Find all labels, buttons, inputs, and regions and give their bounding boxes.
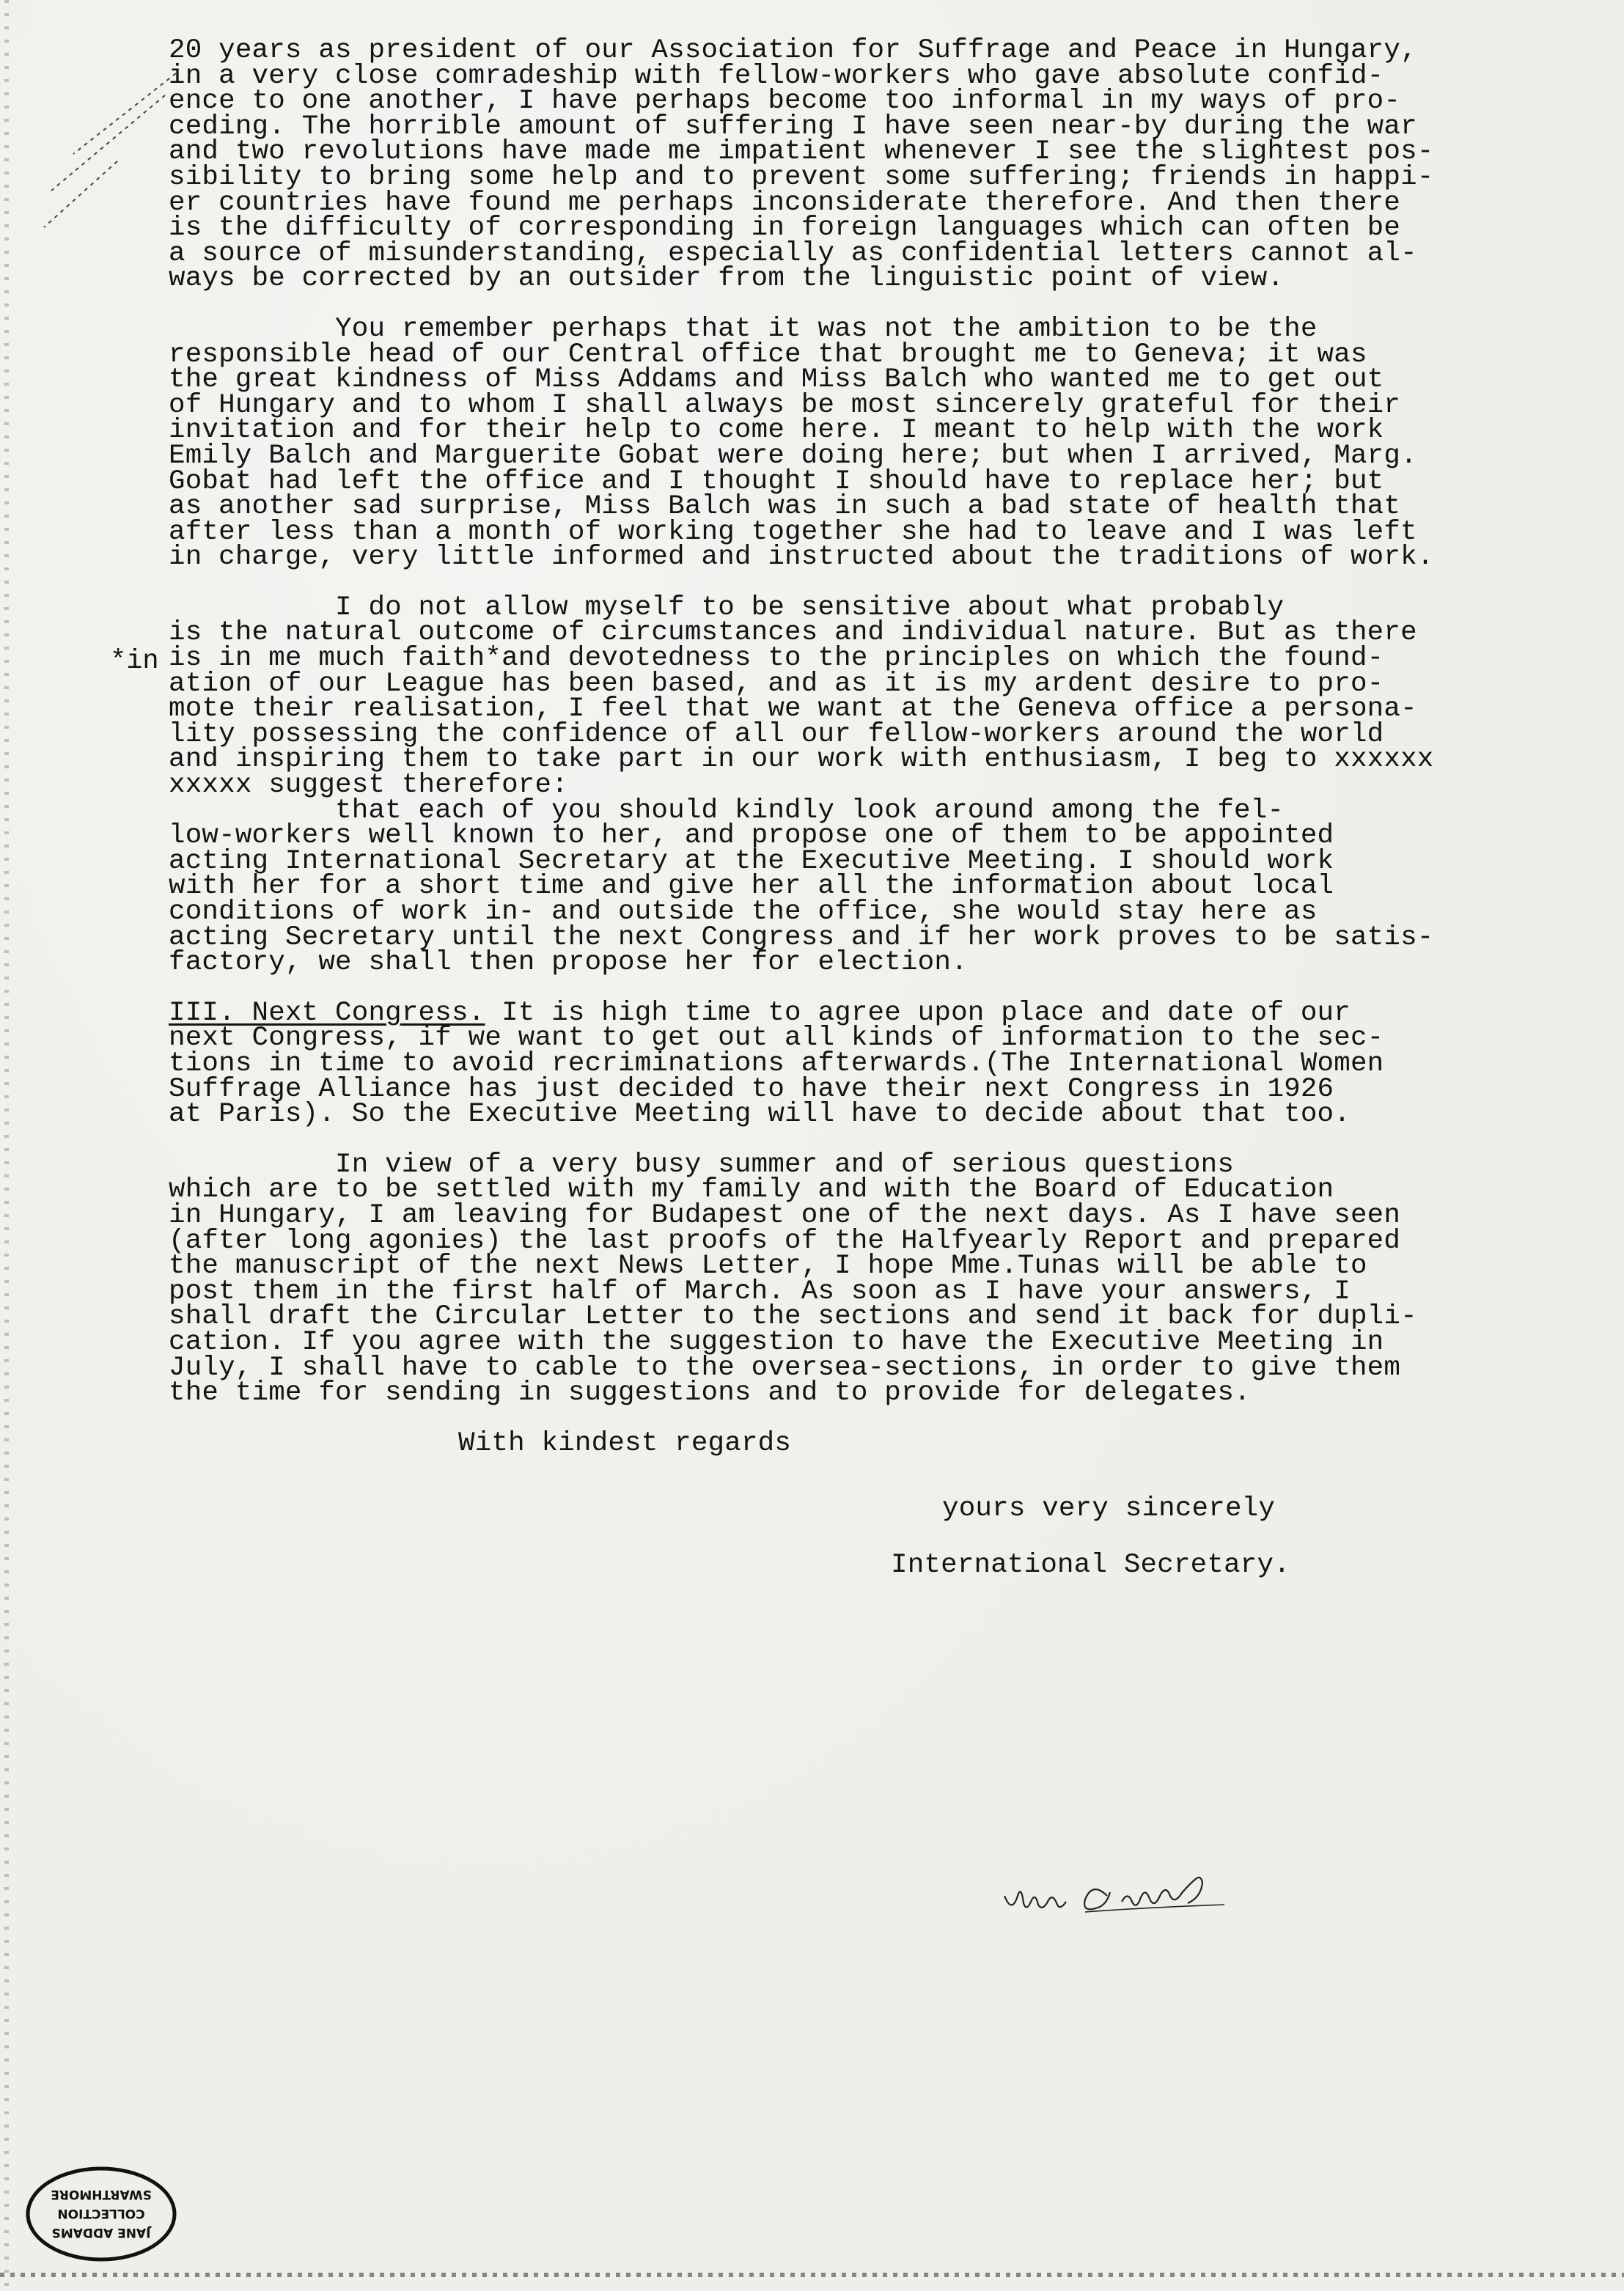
text-line: in Hungary, I am leaving for Budapest one of the next days. As I have seen	[169, 1199, 1401, 1231]
text-line: responsible head of our Central office that brought me to Geneva; it was	[169, 339, 1367, 370]
stamp-line-3: SWARTHMORE	[51, 2187, 152, 2202]
text-line: You remember perhaps that it was not the ambition to be the	[169, 313, 1318, 345]
text-line: ence to one another, I have perhaps become too informal in my ways of pro-	[169, 86, 1401, 117]
text-line: invitation and for their help to come here. I meant to help with the work	[169, 415, 1384, 446]
paragraph-3	[169, 592, 1576, 979]
section-heading: III. Next Congress.	[169, 997, 485, 1029]
text-line: acting International Secretary at the Executive Meeting. I should work	[169, 845, 1334, 877]
text-line: in charge, very little informed and instructed about the traditions of work.	[169, 542, 1434, 573]
text-line: that each of you should kindly look around among the fel-	[169, 795, 1285, 826]
text-line: of Hungary and to whom I shall always be most sincerely grateful for their	[169, 389, 1401, 421]
archive-stamp	[22, 2163, 180, 2265]
text-line: 20 years as president of our Association for Suffrage and Peace in Hungary,	[169, 35, 1417, 66]
regards-line: With kindest regards	[458, 1427, 792, 1459]
letter-body	[169, 35, 1576, 1581]
text-line: with her for a short time and give her all the information about local	[169, 871, 1334, 902]
text-line: low-workers well known to her, and propose one of them to be appointed	[169, 820, 1334, 852]
text-line: conditions of work in- and outside the office, she would stay here as	[169, 897, 1318, 927]
text-line: cation. If you agree with the suggestion to have the Executive Meeting in	[169, 1326, 1384, 1358]
text-line: is the natural outcome of circumstances and individual nature. But as there	[169, 617, 1417, 649]
text-line: factory, we shall then propose her for election.	[169, 947, 968, 979]
left-edge-marks	[4, 0, 9, 2291]
text-line: xxxxx suggest therefore:	[169, 770, 568, 801]
text-line: ceding. The horrible amount of suffering I have seen near-by during the war	[169, 111, 1417, 142]
paragraph-4-next-congress	[169, 997, 1576, 1130]
secretary-title: International Secretary.	[891, 1549, 1290, 1581]
text-line: I do not allow myself to be sensitive about what probably	[169, 592, 1285, 623]
text-line: is the difficulty of corresponding in foreign languages which can often be	[169, 213, 1401, 244]
text-line: and inspiring them to take part in our work with enthusiasm, I beg to xxxxxx	[169, 744, 1434, 776]
text-line: Suffrage Alliance has just decided to have their next Congress in 1926	[169, 1073, 1334, 1105]
text-line: July, I shall have to cable to the oversea-sections, in order to give them	[169, 1352, 1401, 1383]
text-line: a source of misunderstanding, especially as confidential letters cannot al-	[169, 238, 1417, 269]
text-line: at Paris). So the Executive Meeting will have to decide about that too.	[169, 1099, 1351, 1130]
text-line: the great kindness of Miss Addams and Miss Balch who wanted me to get out	[169, 364, 1384, 396]
text-line: which are to be settled with my family and with the Board of Education	[169, 1174, 1334, 1206]
text-line: and two revolutions have made me impatient whenever I see the slightest pos-	[169, 136, 1434, 168]
text-line: sibility to bring some help and to prevent some suffering; friends in happi-	[169, 161, 1434, 193]
margin-note: *in	[110, 646, 159, 677]
text-line: the time for sending in suggestions and to provide for delegates.	[169, 1378, 1251, 1409]
text-line-rest: It is high time to agree upon place and date of our	[485, 997, 1351, 1029]
text-line: post them in the first half of March. As soon as I have your answers, I	[169, 1276, 1351, 1307]
text-line: Gobat had left the office and I thought I should have to replace her; but	[169, 466, 1384, 497]
handwritten-signature	[997, 1874, 1305, 1925]
paragraph-2	[169, 313, 1576, 573]
text-line: shall draft the Circular Letter to the sections and send it back for dupli-	[169, 1301, 1417, 1333]
text-line: as another sad surprise, Miss Balch was in such a bad state of health that	[169, 491, 1401, 523]
text-line: ation of our League has been based, and as it is my ardent desire to pro-	[169, 668, 1384, 699]
text-line: mote their realisation, I feel that we want at the Geneva office a persona-	[169, 694, 1417, 725]
text-line: er countries have found me perhaps inconsiderate therefore. And then there	[169, 187, 1401, 218]
pencil-mark	[29, 44, 191, 235]
text-line: the manuscript of the next News Letter, I hope Mme.Tunas will be able to	[169, 1251, 1367, 1282]
text-line: ways be corrected by an outsider from the linguistic point of view.	[169, 263, 1285, 295]
text-line: lity possessing the confidence of all our fellow-workers around the world	[169, 718, 1384, 750]
text-line: (after long agonies) the last proofs of the Halfyearly Report and prepared	[169, 1225, 1401, 1257]
text-line: next Congress, if we want to get out all kinds of information to the sec-	[169, 1023, 1384, 1054]
text-line: is in me much faith*and devotedness to the principles on which the found-	[169, 643, 1384, 674]
text-line: acting Secretary until the next Congress and if her work proves to be satis-	[169, 922, 1434, 953]
valediction-line: yours very sincerely	[942, 1493, 1276, 1525]
bottom-edge-marks	[0, 2273, 1624, 2277]
stamp-line-2: COLLECTION	[57, 2206, 145, 2221]
text-line: after less than a month of working together she had to leave and I was left	[169, 516, 1417, 548]
text-line: In view of a very busy summer and of serious questions	[169, 1149, 1235, 1180]
text-line	[169, 997, 1576, 1029]
text-line: Emily Balch and Marguerite Gobat were doing here; but when I arrived, Marg.	[169, 440, 1417, 471]
text-line: tions in time to avoid recriminations afterwards.(The International Women	[169, 1048, 1384, 1079]
paragraph-5	[169, 1149, 1576, 1409]
text-line: in a very close comradeship with fellow-workers who gave absolute confid-	[169, 60, 1384, 92]
stamp-line-1: JANE ADDAMS	[51, 2225, 151, 2240]
paragraph-1	[169, 35, 1576, 295]
